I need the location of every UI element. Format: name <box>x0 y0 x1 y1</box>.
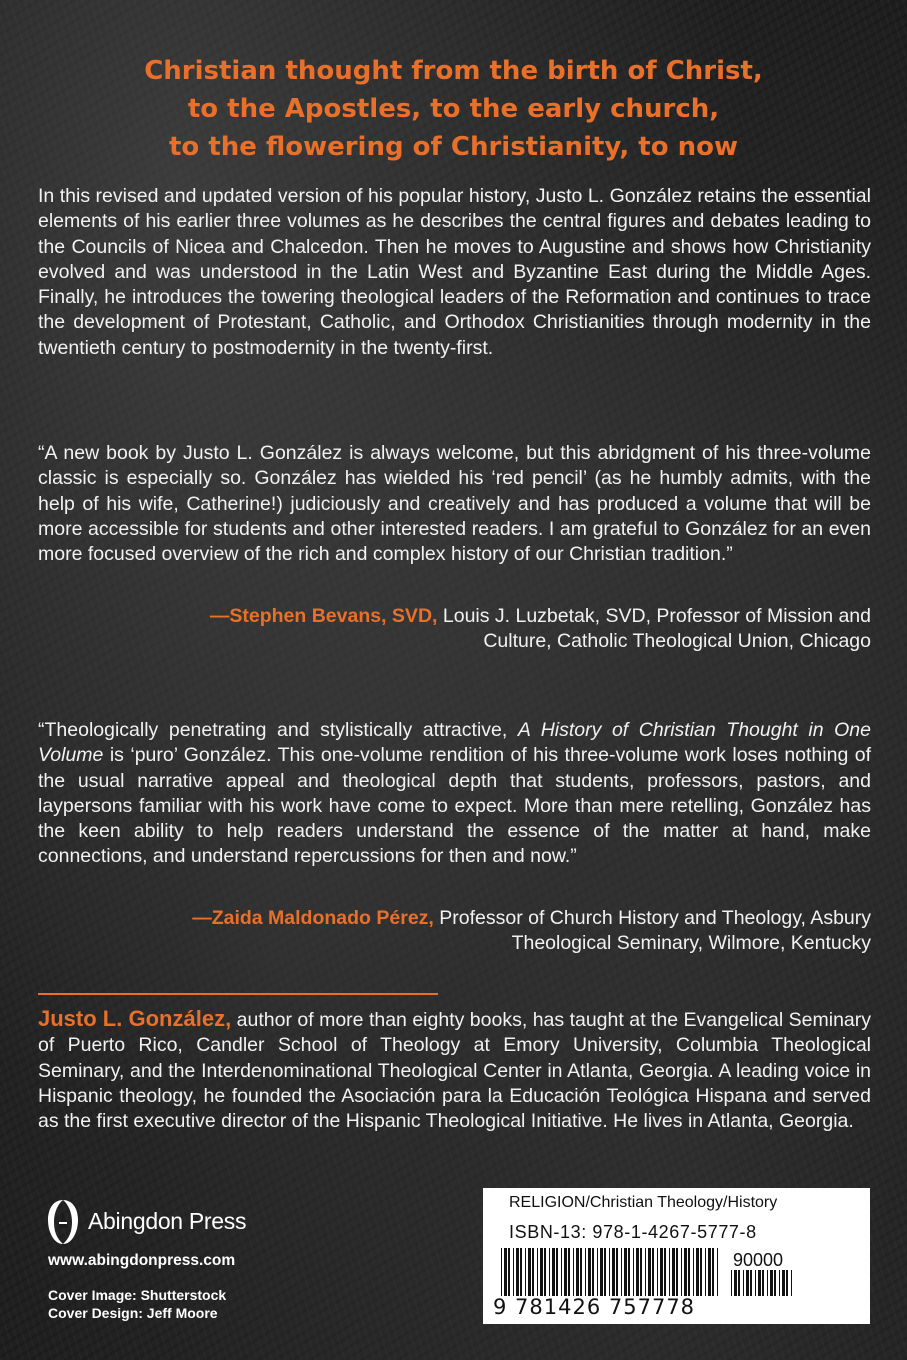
barcode-bar <box>708 1248 711 1296</box>
endorsement-quote-2 <box>38 718 871 870</box>
endorser-affiliation-1: Louis J. Luzbetak, SVD, Professor of Mission and Culture, Catholic Theological Union, Chicago <box>442 605 871 653</box>
barcode-bar <box>508 1248 510 1296</box>
barcode-bar <box>600 1248 603 1296</box>
barcode-bar <box>786 1270 788 1296</box>
quote2-text-before: “Theologically penetrating and stylistically attractive, <box>38 719 508 741</box>
barcode-bar <box>746 1270 749 1296</box>
barcode-bar <box>700 1248 702 1296</box>
barcode-bar <box>597 1248 598 1296</box>
quote2-text-after: is ‘puro’ González. This one-volume rendition of his three-volume work loses nothing of the usual narrative appeal and theological depth that students, professors, pastors, and laypersons familiar with his work have come to expect. More than mere retelling, González has the keen ability to help readers understand the essence of the matter at hand, make connections, and understand repercussions for then and now.” <box>38 744 871 868</box>
barcode-bar <box>645 1248 646 1296</box>
bisac-category: RELIGION/Christian Theology/History <box>509 1194 778 1211</box>
barcode-bar <box>612 1248 615 1296</box>
barcode-bar <box>705 1248 706 1296</box>
endorser-name-2: —Zaida Maldonado Pérez, <box>192 907 434 929</box>
author-bio-text: author of more than eighty books, has taught at the Evangelical Seminary of Puerto Rico, Candler School of Theology at Emory University, Columbia Theological Seminary, and the Interdenominational Theological Center in Atlanta, Georgia. A leading voice in Hispanic theology, he founded the Asociación para la Educación Teológica Hispana and served as the first executive director of the Hispanic Theological Initiative. He lives in Atlanta, Georgia. <box>38 1009 872 1133</box>
barcode-bar <box>688 1248 690 1296</box>
cover-credits <box>48 1286 226 1322</box>
barcode-bar <box>633 1248 634 1296</box>
barcode-bar <box>731 1270 732 1296</box>
barcode-bar <box>549 1248 550 1296</box>
barcode-bar <box>501 1248 502 1296</box>
headline-line-3: to the flowering of Christianity, to now <box>168 132 739 162</box>
barcode-bar <box>573 1248 574 1296</box>
cover-design-credit: Cover Design: Jeff Moore <box>48 1305 218 1321</box>
barcode-bar <box>576 1248 579 1296</box>
barcode-bar <box>624 1248 627 1296</box>
barcode-bar <box>770 1270 773 1296</box>
barcode-bar <box>640 1248 642 1296</box>
endorser-name-1: —Stephen Bevans, SVD, <box>209 605 438 627</box>
barcode-bar <box>774 1270 776 1296</box>
barcode-bar <box>520 1248 522 1296</box>
barcode-bar <box>648 1248 651 1296</box>
barcode-bar <box>664 1248 666 1296</box>
headline-line-1: Christian thought from the birth of Christ, <box>144 56 763 86</box>
barcode-bar <box>621 1248 622 1296</box>
barcode-bar <box>738 1270 740 1296</box>
barcode-bar <box>779 1270 780 1296</box>
barcode-bar <box>684 1248 687 1296</box>
publisher-name: Abingdon Press <box>88 1208 247 1234</box>
barcode-bar <box>791 1270 792 1296</box>
barcode-bar <box>564 1248 567 1296</box>
barcode-bar <box>657 1248 658 1296</box>
isbn-label: ISBN-13: 978-1-4267-5777-8 <box>509 1222 757 1242</box>
barcode-bar <box>767 1270 768 1296</box>
barcode-bar <box>734 1270 737 1296</box>
endorsement-attribution-2 <box>111 906 871 957</box>
publisher-logo <box>46 1198 326 1246</box>
barcode-bar <box>660 1248 663 1296</box>
barcode-bar <box>652 1248 654 1296</box>
barcode-bar <box>568 1248 570 1296</box>
barcode-bar <box>636 1248 639 1296</box>
barcode-bar <box>516 1248 519 1296</box>
price-code: 90000 <box>733 1250 784 1270</box>
quote2-book-title: A History of Christian Thought in One Volume <box>38 719 871 767</box>
abingdon-logo-icon <box>46 1198 80 1246</box>
barcode-bar <box>544 1248 546 1296</box>
barcode-bar <box>556 1248 558 1296</box>
endorser-affiliation-2: Professor of Church History and Theology, Asbury Theological Seminary, Wilmore, Kentucky <box>439 907 871 955</box>
barcode-bar <box>712 1248 714 1296</box>
barcode-bar <box>696 1248 699 1296</box>
barcode-bar <box>669 1248 670 1296</box>
barcode-bar <box>528 1248 531 1296</box>
barcode-bar <box>504 1248 507 1296</box>
book-description: In this revised and updated version of his popular history, Justo L. González retains the essential elements of his earlier three volumes as he describes the central figures and debates leading to the Councils of Nicea and Chalcedon. Then he moves to Augustine and shows how Christianity evolved and was understood in the Latin West and Byzantine East during the Middle Ages. Finally, he introduces the towering theological leaders of the Reformation and continues to trace the development of Protestant, Catholic, and Orthodox Christianities through modernity in the twentieth century to postmodernity in the twenty-first. <box>38 185 871 359</box>
author-name: Justo L. González, <box>38 1006 232 1031</box>
barcode-bar <box>604 1248 606 1296</box>
barcode-bar <box>580 1248 582 1296</box>
barcode-bar <box>588 1248 591 1296</box>
publisher-website: www.abingdonpress.com <box>48 1252 236 1269</box>
barcode-bar <box>616 1248 618 1296</box>
barcode-bar <box>758 1270 761 1296</box>
barcode-bar <box>537 1248 538 1296</box>
barcode-bar <box>743 1270 744 1296</box>
barcode-bars <box>501 1248 721 1296</box>
barcode-bar <box>750 1270 752 1296</box>
cover-image-credit: Cover Image: Shutterstock <box>48 1287 227 1303</box>
barcode-bar <box>525 1248 526 1296</box>
barcode-bar <box>532 1248 534 1296</box>
barcode-bar <box>592 1248 594 1296</box>
barcode-addon-bars <box>731 1270 795 1296</box>
barcode-bar <box>755 1270 756 1296</box>
barcode-bar <box>585 1248 586 1296</box>
barcode-bar <box>782 1270 785 1296</box>
barcode-bar <box>762 1270 764 1296</box>
barcode-bar <box>681 1248 682 1296</box>
endorsement-attribution-1 <box>171 604 871 655</box>
barcode-bar <box>717 1248 718 1296</box>
barcode-bar <box>693 1248 694 1296</box>
barcode-bar <box>513 1248 514 1296</box>
headline <box>60 52 847 166</box>
barcode-bar <box>540 1248 543 1296</box>
barcode-bar <box>609 1248 610 1296</box>
bio-divider <box>38 993 438 995</box>
barcode-digits: 9 781426 757778 <box>493 1295 696 1319</box>
barcode-bar <box>552 1248 555 1296</box>
barcode-bar <box>561 1248 562 1296</box>
barcode-bar <box>676 1248 678 1296</box>
author-bio <box>38 1006 871 1134</box>
barcode-bar <box>628 1248 630 1296</box>
barcode-box <box>483 1188 870 1324</box>
endorsement-quote-1: “A new book by Justo L. González is always welcome, but this abridgment of his three-volume classic is especially so. González has wielded his ‘red pencil’ (as he humbly admits, with the help of his wife, Catherine!) judiciously and creatively and has produced a volume that will be more accessible for students and other interested readers. I am grateful to González for an even more focused overview of the rich and complex history of our Christian tradition.” <box>38 442 871 566</box>
barcode-bar <box>672 1248 675 1296</box>
headline-line-2: to the Apostles, to the early church, <box>187 94 720 124</box>
